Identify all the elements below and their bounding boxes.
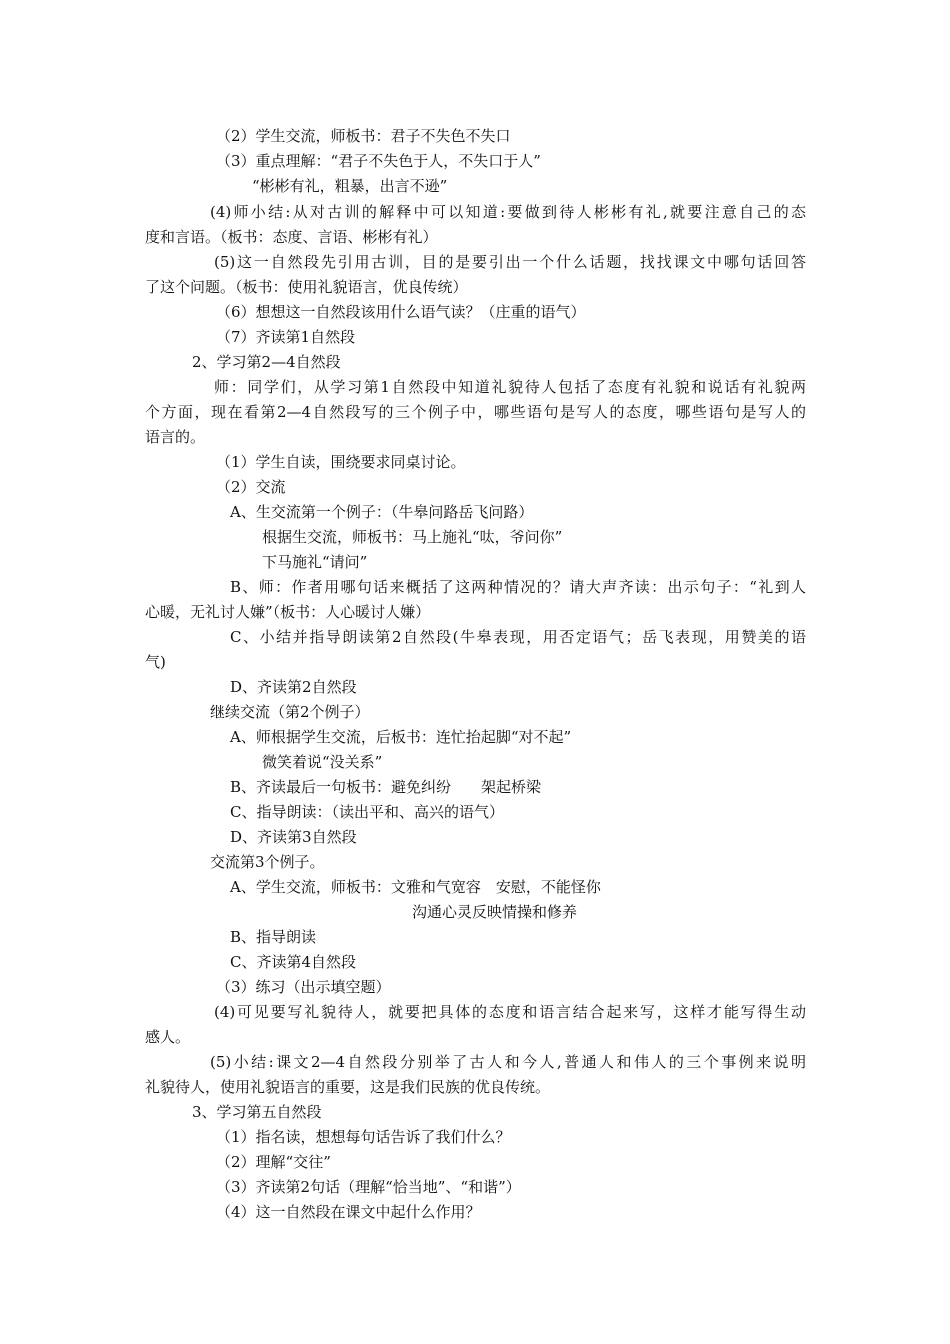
- text-line: D、齐读第2自然段: [230, 678, 357, 696]
- text-line: （6）想想这一自然段该用什么语气读？（庄重的语气）: [216, 303, 586, 321]
- text-line: 了这个问题。（板书：使用礼貌语言，优良传统）: [145, 278, 468, 296]
- text-line: 继续交流（第2个例子）: [210, 703, 370, 721]
- text-line: (4)可见要写礼貌待人，就要把具体的态度和语言结合起来写，这样才能写得生动: [214, 1003, 806, 1021]
- text-line: （4）这一自然段在课文中起什么作用？: [216, 1203, 481, 1221]
- text-line: （3）齐读第2句话（理解“恰当地”、“和谐”）: [216, 1178, 521, 1196]
- text-line: （2）交流: [216, 478, 286, 496]
- text-line: 微笑着说“没关系”: [262, 753, 383, 771]
- text-line: C、齐读第4自然段: [230, 953, 357, 971]
- text-line: (5)小结:课文2—4自然段分别举了古人和今人,普通人和伟人的三个事例来说明: [210, 1053, 806, 1071]
- text-line: B、指导朗读: [230, 928, 317, 946]
- text-line: （1）学生自读，围绕要求同桌讨论。: [216, 453, 466, 471]
- section-heading: 3、学习第五自然段: [192, 1103, 322, 1121]
- text-line: 根据生交流，师板书：马上施礼“呔，爷问你”: [262, 528, 563, 546]
- text-line: B、齐读最后一句板书：避免纠纷 架起桥梁: [230, 778, 542, 796]
- text-line: 语言的。: [145, 428, 206, 446]
- text-line: 沟通心灵反映情操和修养: [412, 903, 578, 921]
- text-line: 礼貌待人，使用礼貌语言的重要，这是我们民族的优良传统。: [145, 1078, 551, 1096]
- text-line: “彬彬有礼，粗暴，出言不逊”: [252, 177, 448, 195]
- text-line: （3）练习（出示填空题）: [216, 978, 391, 996]
- text-line: 个方面，现在看第2—4自然段写的三个例子中，哪些语句是写人的态度，哪些语句是写人的: [145, 403, 806, 421]
- text-line: C、小结并指导朗读第2自然段(牛皋表现，用否定语气；岳飞表现，用赞美的语: [230, 628, 806, 646]
- text-line: （1）指名读，想想每句话告诉了我们什么？: [216, 1128, 511, 1146]
- text-line: C、指导朗读：（读出平和、高兴的语气）: [230, 803, 504, 821]
- text-line: 心暖，无礼讨人嫌”（板书：人心暖讨人嫌）: [145, 603, 431, 621]
- text-line: （3）重点理解：“君子不失色于人，不失口于人”: [216, 152, 541, 170]
- text-line: (4)师小结:从对古训的解释中可以知道:要做到待人彬彬有礼,就要注意自己的态: [210, 203, 806, 221]
- text-line: D、齐读第3自然段: [230, 828, 357, 846]
- text-line: 度和言语。（板书：态度、言语、彬彬有礼）: [145, 228, 438, 246]
- text-line: 师：同学们，从学习第1自然段中知道礼貌待人包括了态度有礼貌和说话有礼貌两: [214, 378, 806, 396]
- text-line: A、学生交流，师板书：文雅和气宽容 安慰，不能怪你: [230, 878, 601, 896]
- text-line: B、师：作者用哪句话来概括了这两种情况的？请大声齐读：出示句子：“礼到人: [230, 578, 806, 596]
- section-heading: 2、学习第2—4自然段: [192, 353, 341, 371]
- text-line: A、师根据学生交流，后板书：连忙抬起脚“对不起”: [230, 728, 572, 746]
- text-line: 下马施礼“请问”: [262, 553, 368, 571]
- text-line: （2）理解“交往”: [216, 1153, 331, 1171]
- text-line: A、生交流第一个例子：（牛皋问路岳飞问路）: [230, 503, 534, 521]
- text-line: （2）学生交流，师板书：君子不失色不失口: [216, 127, 511, 145]
- text-line: 交流第3个例子。: [210, 853, 325, 871]
- text-line: 感人。: [145, 1028, 191, 1046]
- text-line: (5)这一自然段先引用古训，目的是要引出一个什么话题，找找课文中哪句话回答: [214, 253, 806, 271]
- text-line: 气): [145, 653, 166, 671]
- text-line: （7）齐读第1自然段: [216, 328, 356, 346]
